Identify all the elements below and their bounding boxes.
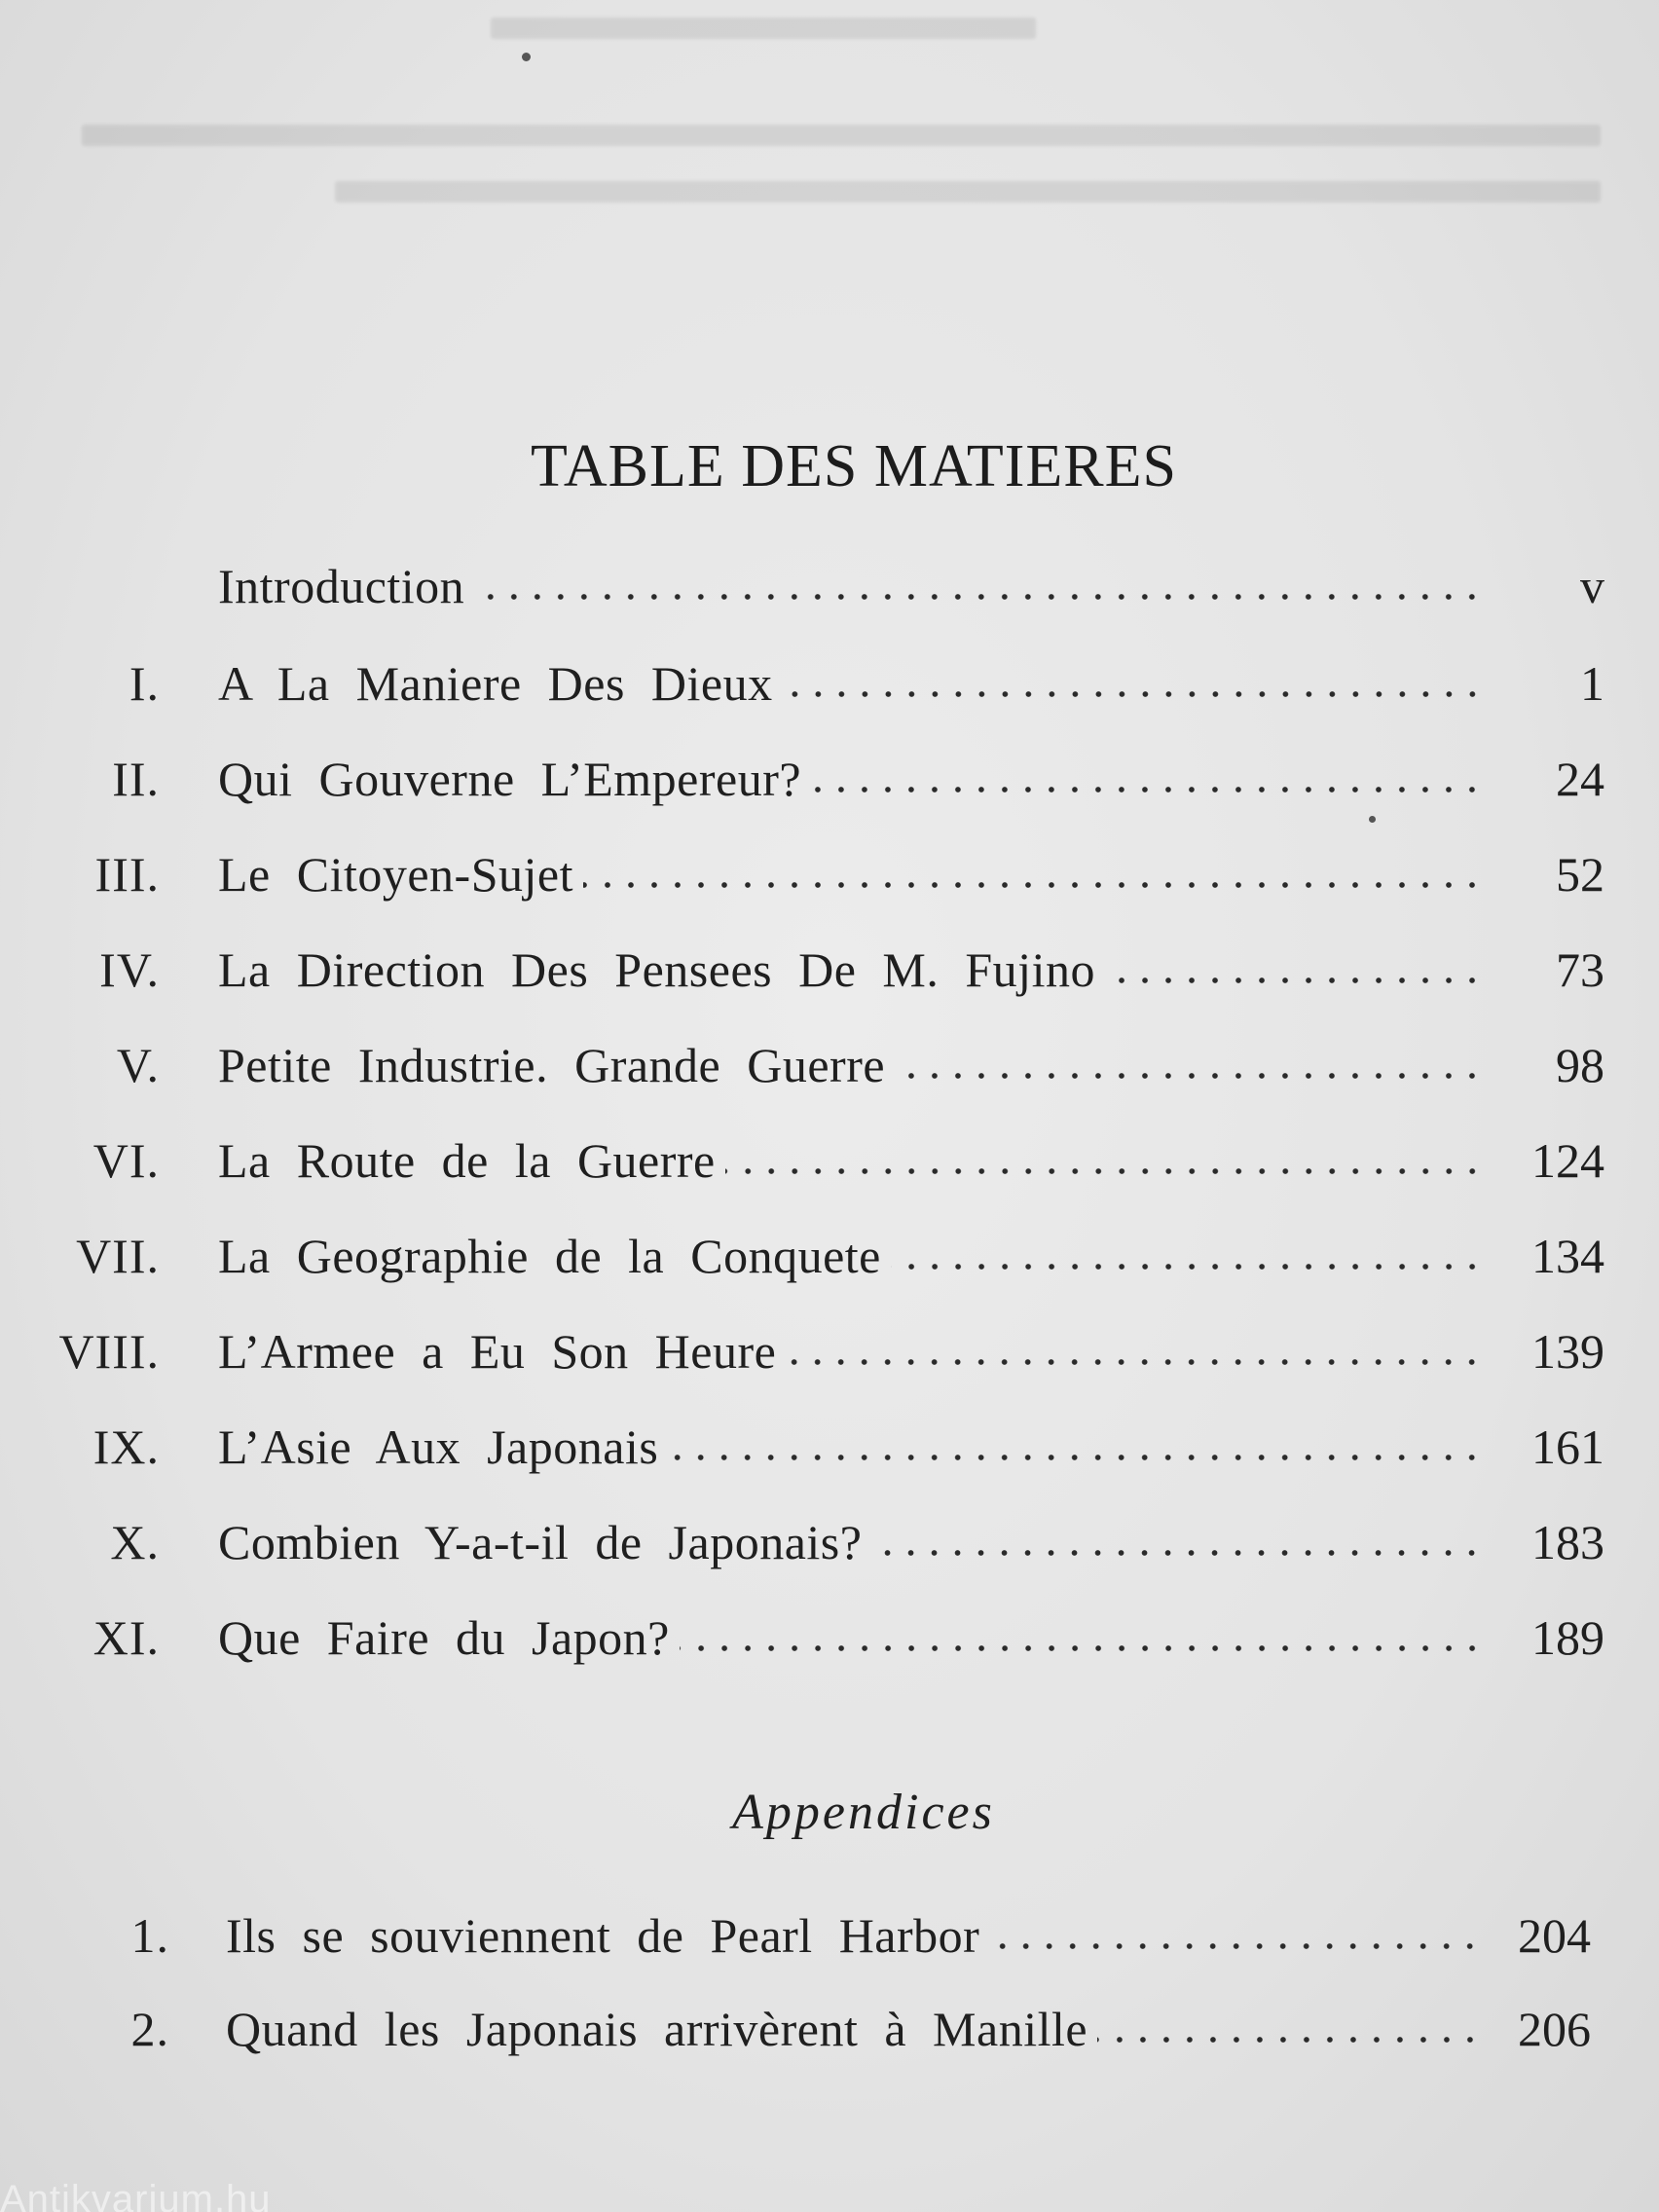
chapter-title: La Direction Des Pensees De M. Fujino xyxy=(218,942,1095,997)
chapter-number: III. xyxy=(94,847,160,902)
chapter-number: VIII. xyxy=(58,1324,160,1379)
appendix-number: 2. xyxy=(130,2002,169,2056)
dot-leader xyxy=(989,1943,1482,1949)
toc-entry xyxy=(218,1408,1484,1486)
toc-row xyxy=(0,1503,1659,1581)
page-number: 124 xyxy=(1531,1133,1604,1188)
toc-entry xyxy=(218,1599,1484,1677)
toc-entry xyxy=(218,1217,1484,1295)
toc-row xyxy=(0,1599,1659,1677)
page-number: 206 xyxy=(1518,2002,1591,2056)
dot-leader xyxy=(668,1455,1484,1460)
watermark: Antikvarium.hu xyxy=(0,2178,272,2212)
bleed-through-text xyxy=(0,8,1659,241)
toc-row xyxy=(0,931,1659,1009)
toc-entry xyxy=(218,835,1484,913)
appendix-number: 1. xyxy=(130,1908,169,1963)
dot-leader xyxy=(891,1264,1484,1270)
toc-entry xyxy=(218,1503,1484,1581)
chapter-title: L’Asie Aux Japonais xyxy=(218,1419,659,1474)
chapter-title: Petite Industrie. Grande Guerre xyxy=(218,1038,886,1092)
dot-leader xyxy=(725,1168,1484,1174)
dot-leader xyxy=(474,594,1484,600)
chapter-title: Introduction xyxy=(218,559,465,613)
page-number: 52 xyxy=(1556,847,1604,902)
toc-row xyxy=(0,1122,1659,1199)
dot-leader xyxy=(871,1550,1484,1556)
page-number: v xyxy=(1580,559,1604,613)
chapter-title: La Geographie de la Conquete xyxy=(218,1229,881,1283)
chapter-number: VI. xyxy=(92,1133,160,1188)
appendix-title: Quand les Japonais arrivèrent à Manille xyxy=(226,2002,1088,2056)
chapter-title: Que Faire du Japon? xyxy=(218,1610,670,1665)
dot-leader xyxy=(680,1645,1484,1651)
toc-row xyxy=(0,835,1659,913)
page-number: 189 xyxy=(1531,1610,1604,1665)
chapter-title: Le Citoyen-Sujet xyxy=(218,847,573,902)
toc-row xyxy=(0,740,1659,818)
chapter-title: L’Armee a Eu Son Heure xyxy=(218,1324,777,1379)
toc-entry xyxy=(218,547,1484,625)
chapter-number: IX. xyxy=(92,1419,160,1474)
chapter-title: Combien Y-a-t-il de Japonais? xyxy=(218,1515,863,1569)
chapter-title: Qui Gouverne L’Empereur? xyxy=(218,752,802,806)
chapter-number: XI. xyxy=(92,1610,160,1665)
toc-entry xyxy=(226,1897,1482,1974)
toc-entry xyxy=(218,740,1484,818)
ink-speck xyxy=(522,53,531,61)
appendix-row xyxy=(0,1897,1659,1974)
chapter-number: VII. xyxy=(76,1229,160,1283)
page-number: 1 xyxy=(1580,656,1604,711)
page-number: 24 xyxy=(1556,752,1604,806)
dot-leader xyxy=(811,787,1484,793)
chapter-number: IV. xyxy=(99,942,160,997)
dot-leader xyxy=(786,1359,1484,1365)
toc-entry xyxy=(226,1990,1482,2068)
page-number: 204 xyxy=(1518,1908,1591,1963)
toc-row xyxy=(0,547,1659,625)
chapter-number: V. xyxy=(116,1038,160,1092)
page-number: 73 xyxy=(1556,942,1604,997)
page-number: 134 xyxy=(1531,1229,1604,1283)
page-number: 183 xyxy=(1531,1515,1604,1569)
page-title: TABLE DES MATIERES xyxy=(530,433,1178,499)
dot-leader xyxy=(1105,977,1484,983)
toc-entry xyxy=(218,931,1484,1009)
dot-leader xyxy=(895,1073,1484,1079)
page-number: 98 xyxy=(1556,1038,1604,1092)
chapter-title: A La Maniere Des Dieux xyxy=(218,656,773,711)
toc-entry xyxy=(218,1312,1484,1390)
appendix-title: Ils se souviennent de Pearl Harbor xyxy=(226,1908,980,1963)
toc-entry xyxy=(218,1122,1484,1199)
toc-row xyxy=(0,1026,1659,1104)
toc-row xyxy=(0,1408,1659,1486)
dot-leader xyxy=(1097,2037,1482,2043)
chapter-title: La Route de la Guerre xyxy=(218,1133,716,1188)
toc-row xyxy=(0,645,1659,722)
chapter-number: I. xyxy=(129,656,160,711)
toc-entry xyxy=(218,1026,1484,1104)
dot-leader xyxy=(783,691,1484,697)
toc-row xyxy=(0,1312,1659,1390)
toc-row xyxy=(0,1217,1659,1295)
page-number: 161 xyxy=(1531,1419,1604,1474)
chapter-number: II. xyxy=(112,752,160,806)
chapter-number: X. xyxy=(110,1515,160,1569)
page-number: 139 xyxy=(1531,1324,1604,1379)
appendix-row xyxy=(0,1990,1659,2068)
dot-leader xyxy=(583,882,1484,888)
appendices-heading: Appendices xyxy=(732,1785,995,1840)
toc-entry xyxy=(218,645,1484,722)
